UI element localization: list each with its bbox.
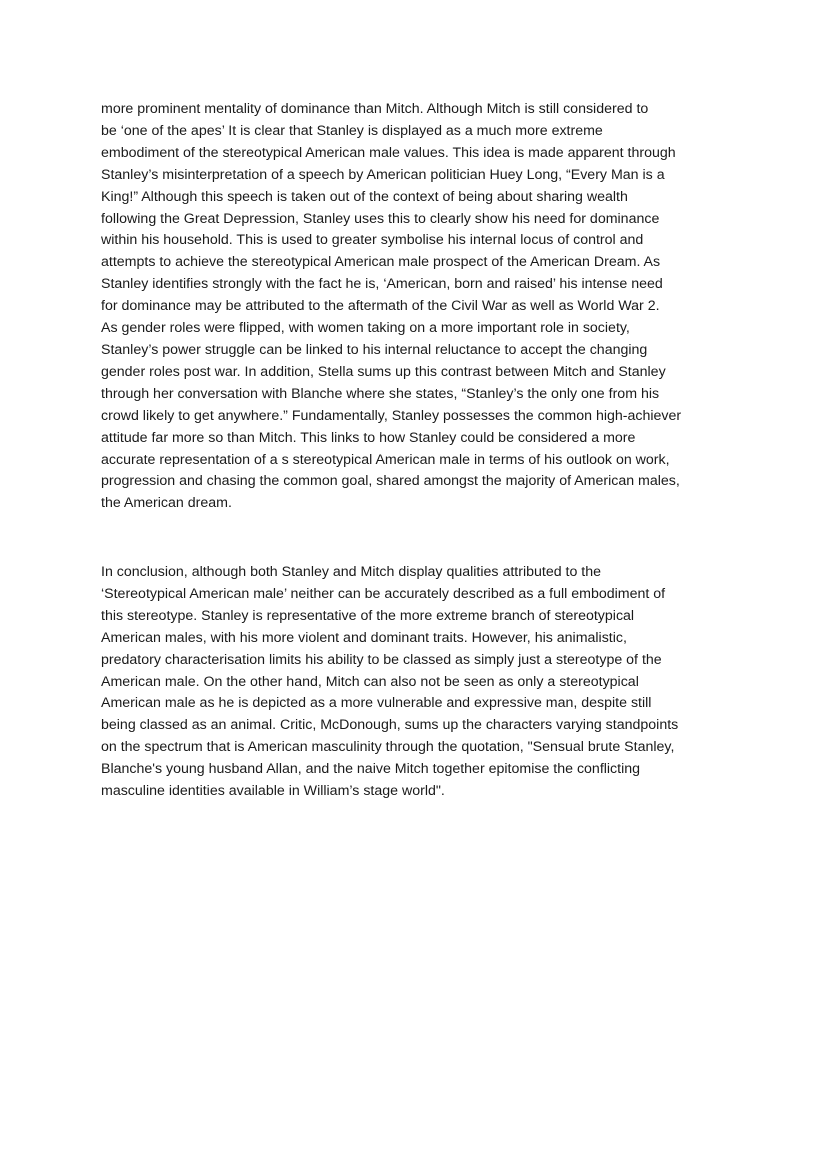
text-line: Stanley’s misinterpretation of a speech by American politician Huey Long, “Every Man is a <box>101 166 665 183</box>
text-line: Blanche's young husband Allan, and the naive Mitch together epitomise the conflicting <box>101 761 641 778</box>
text-line: Stanley identifies strongly with the fact he is, ‘American, born and raised’ his intense need <box>101 276 663 293</box>
text-line: gender roles post war. In addition, Stella sums up this contrast between Mitch and Stanley <box>101 363 666 380</box>
text-line: American male as he is depicted as a more vulnerable and expressive man, despite still <box>101 695 652 712</box>
text-line: As gender roles were flipped, with women taking on a more important role in society, <box>101 320 630 337</box>
text-line: American males, with his more violent and dominant traits. However, his animalistic, <box>101 629 627 646</box>
text-line: being classed as an animal. Critic, McDonough, sums up the characters varying standpoints <box>101 717 679 734</box>
text-line: ‘Stereotypical American male’ neither can be accurately described as a full embodiment of <box>101 585 666 602</box>
text-line: In conclusion, although both Stanley and Mitch display qualities attributed to the <box>101 564 602 580</box>
text-line: accurate representation of a s stereotypical American male in terms of his outlook on work, <box>101 451 670 468</box>
text-line: American male. On the other hand, Mitch can also not be seen as only a stereotypical <box>101 673 639 690</box>
text-line: the American dream. <box>101 495 232 512</box>
body-paragraph-1 <box>101 99 741 515</box>
text-line: predatory characterisation limits his ability to be classed as simply just a stereotype of the <box>101 651 662 668</box>
text-line: through her conversation with Blanche where she states, “Stanley’s the only one from his <box>101 385 660 402</box>
text-line: embodiment of the stereotypical American male values. This idea is made apparent through <box>101 144 676 161</box>
text-line: crowd likely to get anywhere.” Fundamentally, Stanley possesses the common high-achiever <box>101 407 682 424</box>
text-line: attitude far more so than Mitch. This links to how Stanley could be considered a more <box>101 429 636 446</box>
text-line: attempts to achieve the stereotypical American male prospect of the American Dream. As <box>101 254 661 271</box>
text-line: progression and chasing the common goal, shared amongst the majority of American males, <box>101 473 680 490</box>
text-line: following the Great Depression, Stanley uses this to clearly show his need for dominance <box>101 210 660 227</box>
text-line: be ‘one of the apes’ It is clear that Stanley is displayed as a much more extreme <box>101 122 603 139</box>
text-line: Stanley’s power struggle can be linked to his internal reluctance to accept the changing <box>101 341 648 358</box>
text-line: for dominance may be attributed to the aftermath of the Civil War as well as World War 2. <box>101 298 660 315</box>
body-paragraph-2 <box>101 562 741 803</box>
text-line: within his household. This is used to greater symbolise his internal locus of control and <box>101 232 644 249</box>
text-line: more prominent mentality of dominance than Mitch. Although Mitch is still considered to <box>101 101 649 117</box>
text-line: masculine identities available in William’s stage world". <box>101 783 445 800</box>
text-line: this stereotype. Stanley is representative of the more extreme branch of stereotypical <box>101 607 635 624</box>
text-line: King!” Although this speech is taken out of the context of being about sharing wealth <box>101 188 628 205</box>
text-line: on the spectrum that is American masculinity through the quotation, "Sensual brute Stanley, <box>101 739 675 756</box>
